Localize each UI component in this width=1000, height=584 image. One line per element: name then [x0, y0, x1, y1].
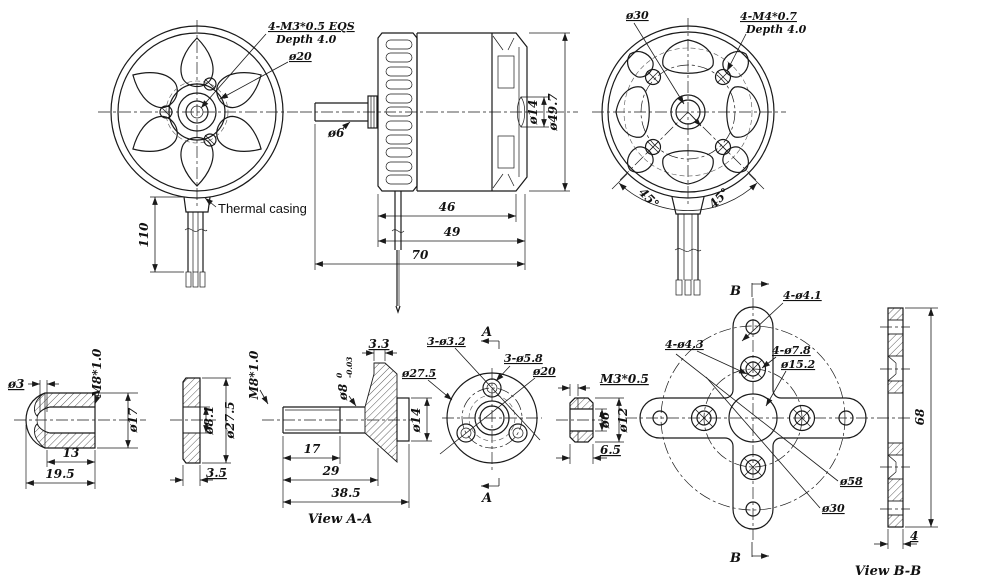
side-dim49-label: 49 [443, 225, 461, 239]
rear-thread-callout-label: 4-M4*0.7 [740, 10, 797, 23]
side-shaft-dia-label: ø6 [328, 126, 345, 140]
side-dim70-label: 70 [411, 248, 429, 262]
flange-section-a-top-label: A [481, 325, 493, 340]
rear-depth-label: Depth 4.0 [746, 23, 807, 36]
front-depth-label: Depth 4.0 [276, 33, 337, 46]
mount-hub-dia-label: ø15.2 [781, 358, 816, 371]
propnut-thread-label: M8*1.0 [90, 348, 104, 398]
flange-big-holes-label: 3-ø5.8 [504, 352, 543, 365]
mount-section-b-top-label: B [730, 284, 741, 299]
shaft-tol-lower-label: -0.03 [345, 356, 354, 378]
propnut-tip-dia-label: ø3 [8, 377, 25, 391]
washer-bore-label: ø8.1 [202, 405, 216, 435]
shaft-thread-label: M8*1.0 [247, 350, 261, 400]
flange-outer-dia-label: ø27.5 [402, 367, 437, 380]
front-thread-callout-label: 4-M3*0.5 EQS [268, 20, 355, 33]
mount-tip-holes-label: 4-ø4.1 [783, 289, 822, 302]
view-bb-label: View B-B [854, 564, 922, 579]
view-aa-label: View A-A [307, 512, 373, 527]
mount-mid-outer-label: 4-ø7.8 [772, 344, 811, 357]
bb-height-label: 68 [913, 408, 927, 426]
rear-angle-right-label: 45° [706, 185, 733, 212]
shaft-dia-label: ø8 [336, 383, 350, 401]
collar-thread-label: M3*0.5 [600, 372, 649, 386]
side-body-dia-label: ø49.7 [546, 93, 560, 131]
collar-outer-label: ø12 [616, 407, 630, 433]
washer-thick-label: 3.5 [206, 466, 227, 480]
flange-section-a-bottom-label: A [481, 491, 493, 506]
rear-bolt-circle-label: ø30 [626, 9, 649, 22]
mount-bc30-label: ø30 [822, 502, 845, 515]
front-hub-dia-label: ø20 [289, 50, 312, 63]
rear-angle-left-label: 45° [635, 185, 662, 212]
shaft-boss-dia-label: ø14 [409, 407, 423, 433]
shaft-tol-upper-label: 0 [335, 372, 344, 378]
shaft-dim385-label: 38.5 [331, 486, 361, 500]
front-wire-length-label: 110 [137, 222, 151, 248]
mount-mid-inner-label: 4-ø4.3 [665, 338, 704, 351]
propnut-dim195-label: 19.5 [45, 467, 75, 481]
shaft-dim17-label: 17 [303, 442, 321, 456]
bb-thick-label: 4 [910, 529, 919, 543]
propnut-dim13-label: 13 [62, 446, 80, 460]
side-dim46-label: 46 [438, 200, 456, 214]
shaft-collar-label: 3.3 [368, 337, 390, 351]
collar-bore-label: ø6 [598, 411, 612, 429]
collar-len-label: 6.5 [600, 443, 621, 457]
mount-section-b-bottom-label: B [730, 551, 741, 566]
flange-small-holes-label: 3-ø3.2 [427, 335, 466, 348]
shaft-dim29-label: 29 [322, 464, 340, 478]
thermal-casing-note: Thermal casing [218, 201, 307, 216]
propnut-outer-dia-label: ø17 [126, 407, 140, 433]
flange-bolt-circle-label: ø20 [533, 365, 556, 378]
washer-outer-label: ø27.5 [223, 401, 237, 439]
mount-bc58-label: ø58 [840, 475, 863, 488]
side-boss-dia-label: ø14 [526, 99, 540, 125]
